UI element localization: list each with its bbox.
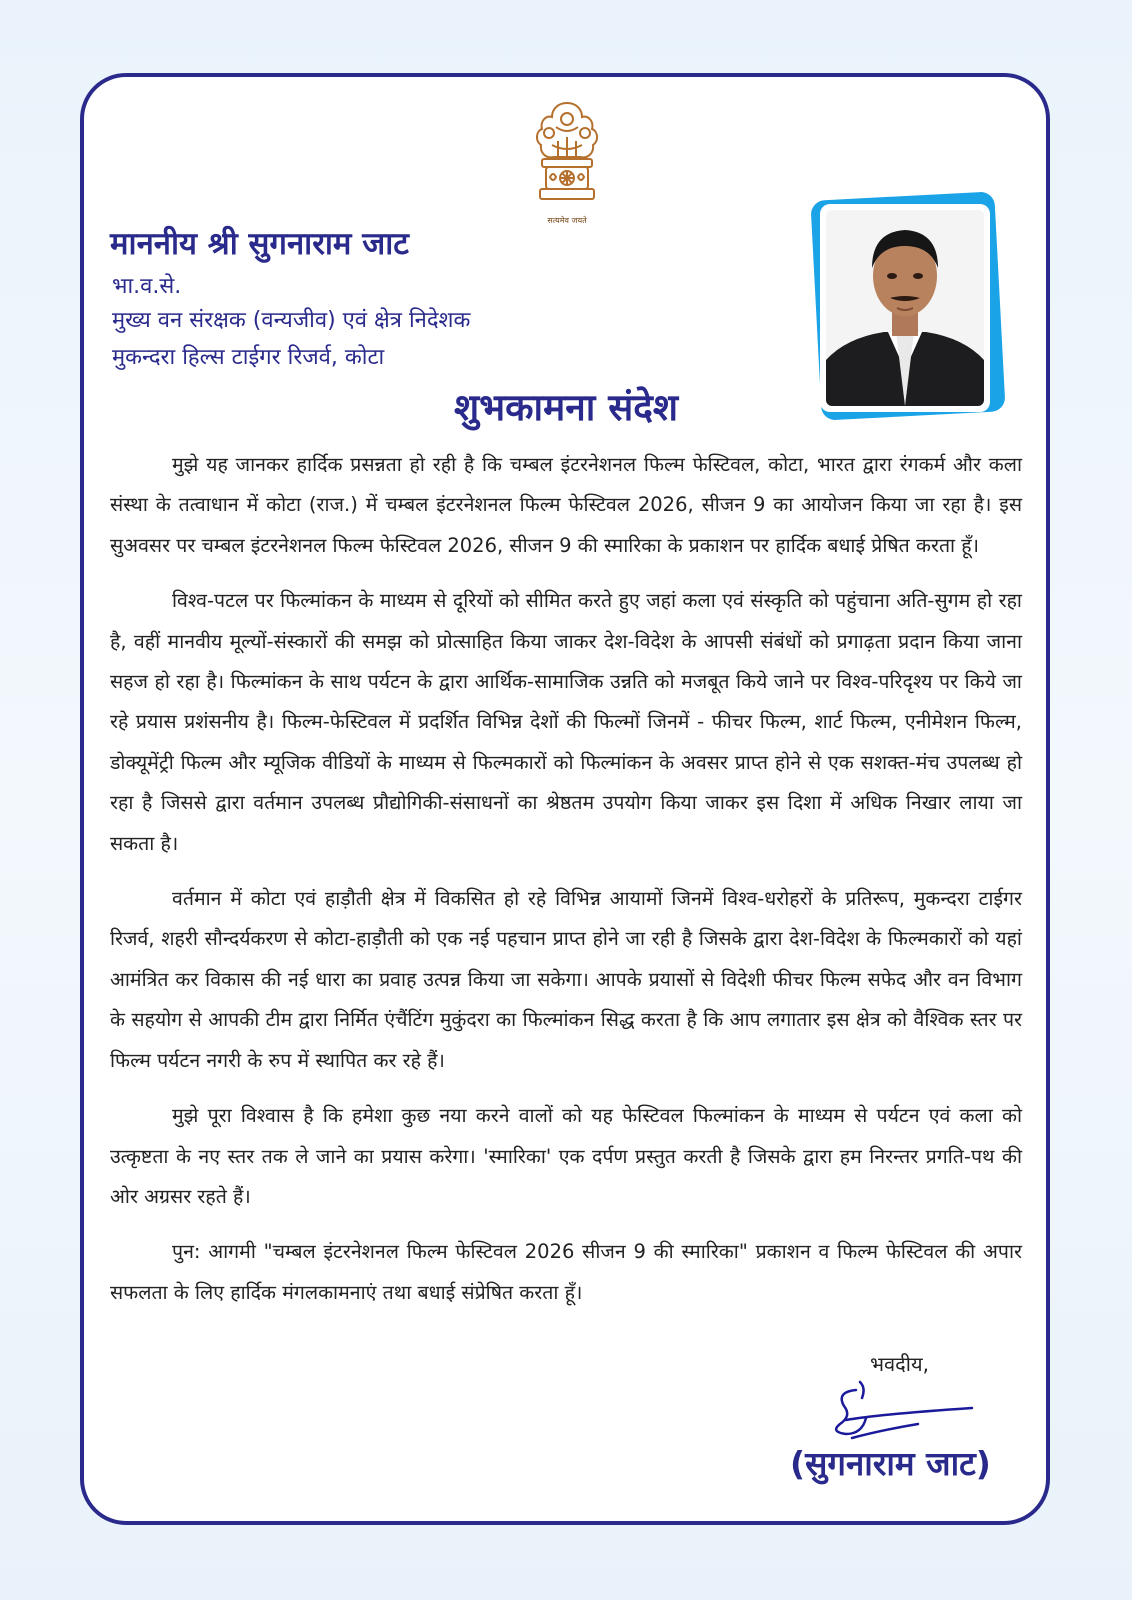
emblem-motto: सत्यमेव जयते bbox=[547, 216, 587, 225]
paragraph-3: वर्तमान में कोटा एवं हाड़ौती क्षेत्र में विकसित हो रहे विभिन्न आयामों जिनमें विश्व-धरोहरों के प्रतिरूप, मुकन्दरा टाईगर रिजर्व, शहरी सौन्दर्यकरण से कोटा-हाड़ौती को एक नई पहचान प्राप्त होने जा रही है जिसके द्वारा देश-विदेश के फिल्मकारों को यहां आमंत्रित कर विकास की नई धारा का प्रवाह उत्पन्न किया जा सकेगा। आपके प्रयासों से विदेशी फीचर फिल्म सफेद और वन विभाग के सहयोग से आपकी टीम द्वारा निर्मित एंचैंटिंग मुकुंदरा का फिल्मांकन सिद्ध करता है कि आप लगातार इस क्षेत्र को वैश्विक स्तर पर फिल्म पर्यटन नगरी के रुप में स्थापित कर रहे हैं। bbox=[110, 887, 1022, 1072]
paragraph-1: मुझे यह जानकर हार्दिक प्रसन्नता हो रही है कि चम्बल इंटरनेशनल फिल्म फेस्टिवल, कोटा, भारत द्वारा रंगकर्म और कला संस्था के तत्वाधान में कोटा (राज.) में चम्बल इंटरनेशनल फिल्म फेस्टिवल 2026, सीजन 9 का आयोजन किया जा रहा है। इस सुअवसर पर चम्बल इंटरनेशनल फिल्म फेस्टिवल 2026, सीजन 9 की स्मारिका के प्रकाशन पर हार्दिक बधाई प्रेषित करता हूँ। bbox=[110, 453, 1022, 557]
sender-name: माननीय श्री सुगनाराम जाट bbox=[110, 226, 409, 262]
paragraph-5: पुन: आगमी "चम्बल इंटरनेशनल फिल्म फेस्टिवल 2026 सीजन 9 की स्मारिका" प्रकाशन व फिल्म फेस्टिवल की अपार सफलता के लिए हार्दिक मंगलकामनाएं तथा बधाई संप्रेषित करता हूँ। bbox=[110, 1240, 1022, 1304]
signatory-name: (सुगनाराम जाट) bbox=[790, 1444, 991, 1483]
sender-service: भा.व.से. bbox=[112, 274, 182, 299]
sender-office: मुकन्दरा हिल्स टाईगर रिजर्व, कोटा bbox=[112, 345, 385, 370]
letter-heading: शुभकामना संदेश bbox=[453, 386, 679, 429]
portrait-image bbox=[826, 210, 984, 406]
paragraph-4: मुझे पूरा विश्वास है कि हमेशा कुछ नया करने वालों को यह फेस्टिवल फिल्मांकन के माध्यम से पर्यटन एवं कला को उत्कृष्टता के नए स्तर तक ले जाने का प्रयास करेगा। 'स्मारिका' एक दर्पण प्रस्तुत करती है जिसके द्वारा हम निरन्तर प्रगति-पथ की ओर अग्रसर रहते हैं। bbox=[110, 1104, 1022, 1208]
closing-salutation: भवदीय, bbox=[870, 1352, 929, 1376]
sender-designation: मुख्य वन संरक्षक (वन्यजीव) एवं क्षेत्र निदेशक bbox=[112, 308, 471, 333]
letter-body bbox=[110, 445, 1022, 1328]
paragraph-2: विश्व-पटल पर फिल्मांकन के माध्यम से दूरियों को सीमित करते हुए जहां कला एवं संस्कृति को पहुंचाना अति-सुगम हो रहा है, वहीं मानवीय मूल्यों-संस्कारों की समझ को प्रोत्साहित किया जाकर देश-विदेश के आपसी संबंधों को प्रगाढ़ता प्रदान किया जाना सहज हो रहा है। फिल्मांकन के साथ पर्यटन के द्वारा आर्थिक-सामाजिक उन्नति को मजबूत किये जाने पर विश्व-परिदृश्य पर किये जा रहे प्रयास प्रशंसनीय है। फिल्म-फेस्टिवल में प्रदर्शित विभिन्न देशों की फिल्मों जिनमें - फीचर फिल्म, शार्ट फिल्म, एनीमेशन फिल्म, डोक्यूमेंट्री फिल्म और म्यूजिक वीडियों के माध्यम से फिल्मकारों को फिल्मांकन के अवसर प्राप्त होने से एक सशक्त-मंच उपलब्ध हो रहा है जिससे द्वारा वर्तमान उपलब्ध प्रौद्योगिकी-संसाधनों का श्रेष्ठतम उपयोग किया जाकर इस दिशा में अधिक निखार लाया जा सकता है। bbox=[110, 589, 1022, 855]
national-emblem-icon bbox=[522, 97, 612, 229]
